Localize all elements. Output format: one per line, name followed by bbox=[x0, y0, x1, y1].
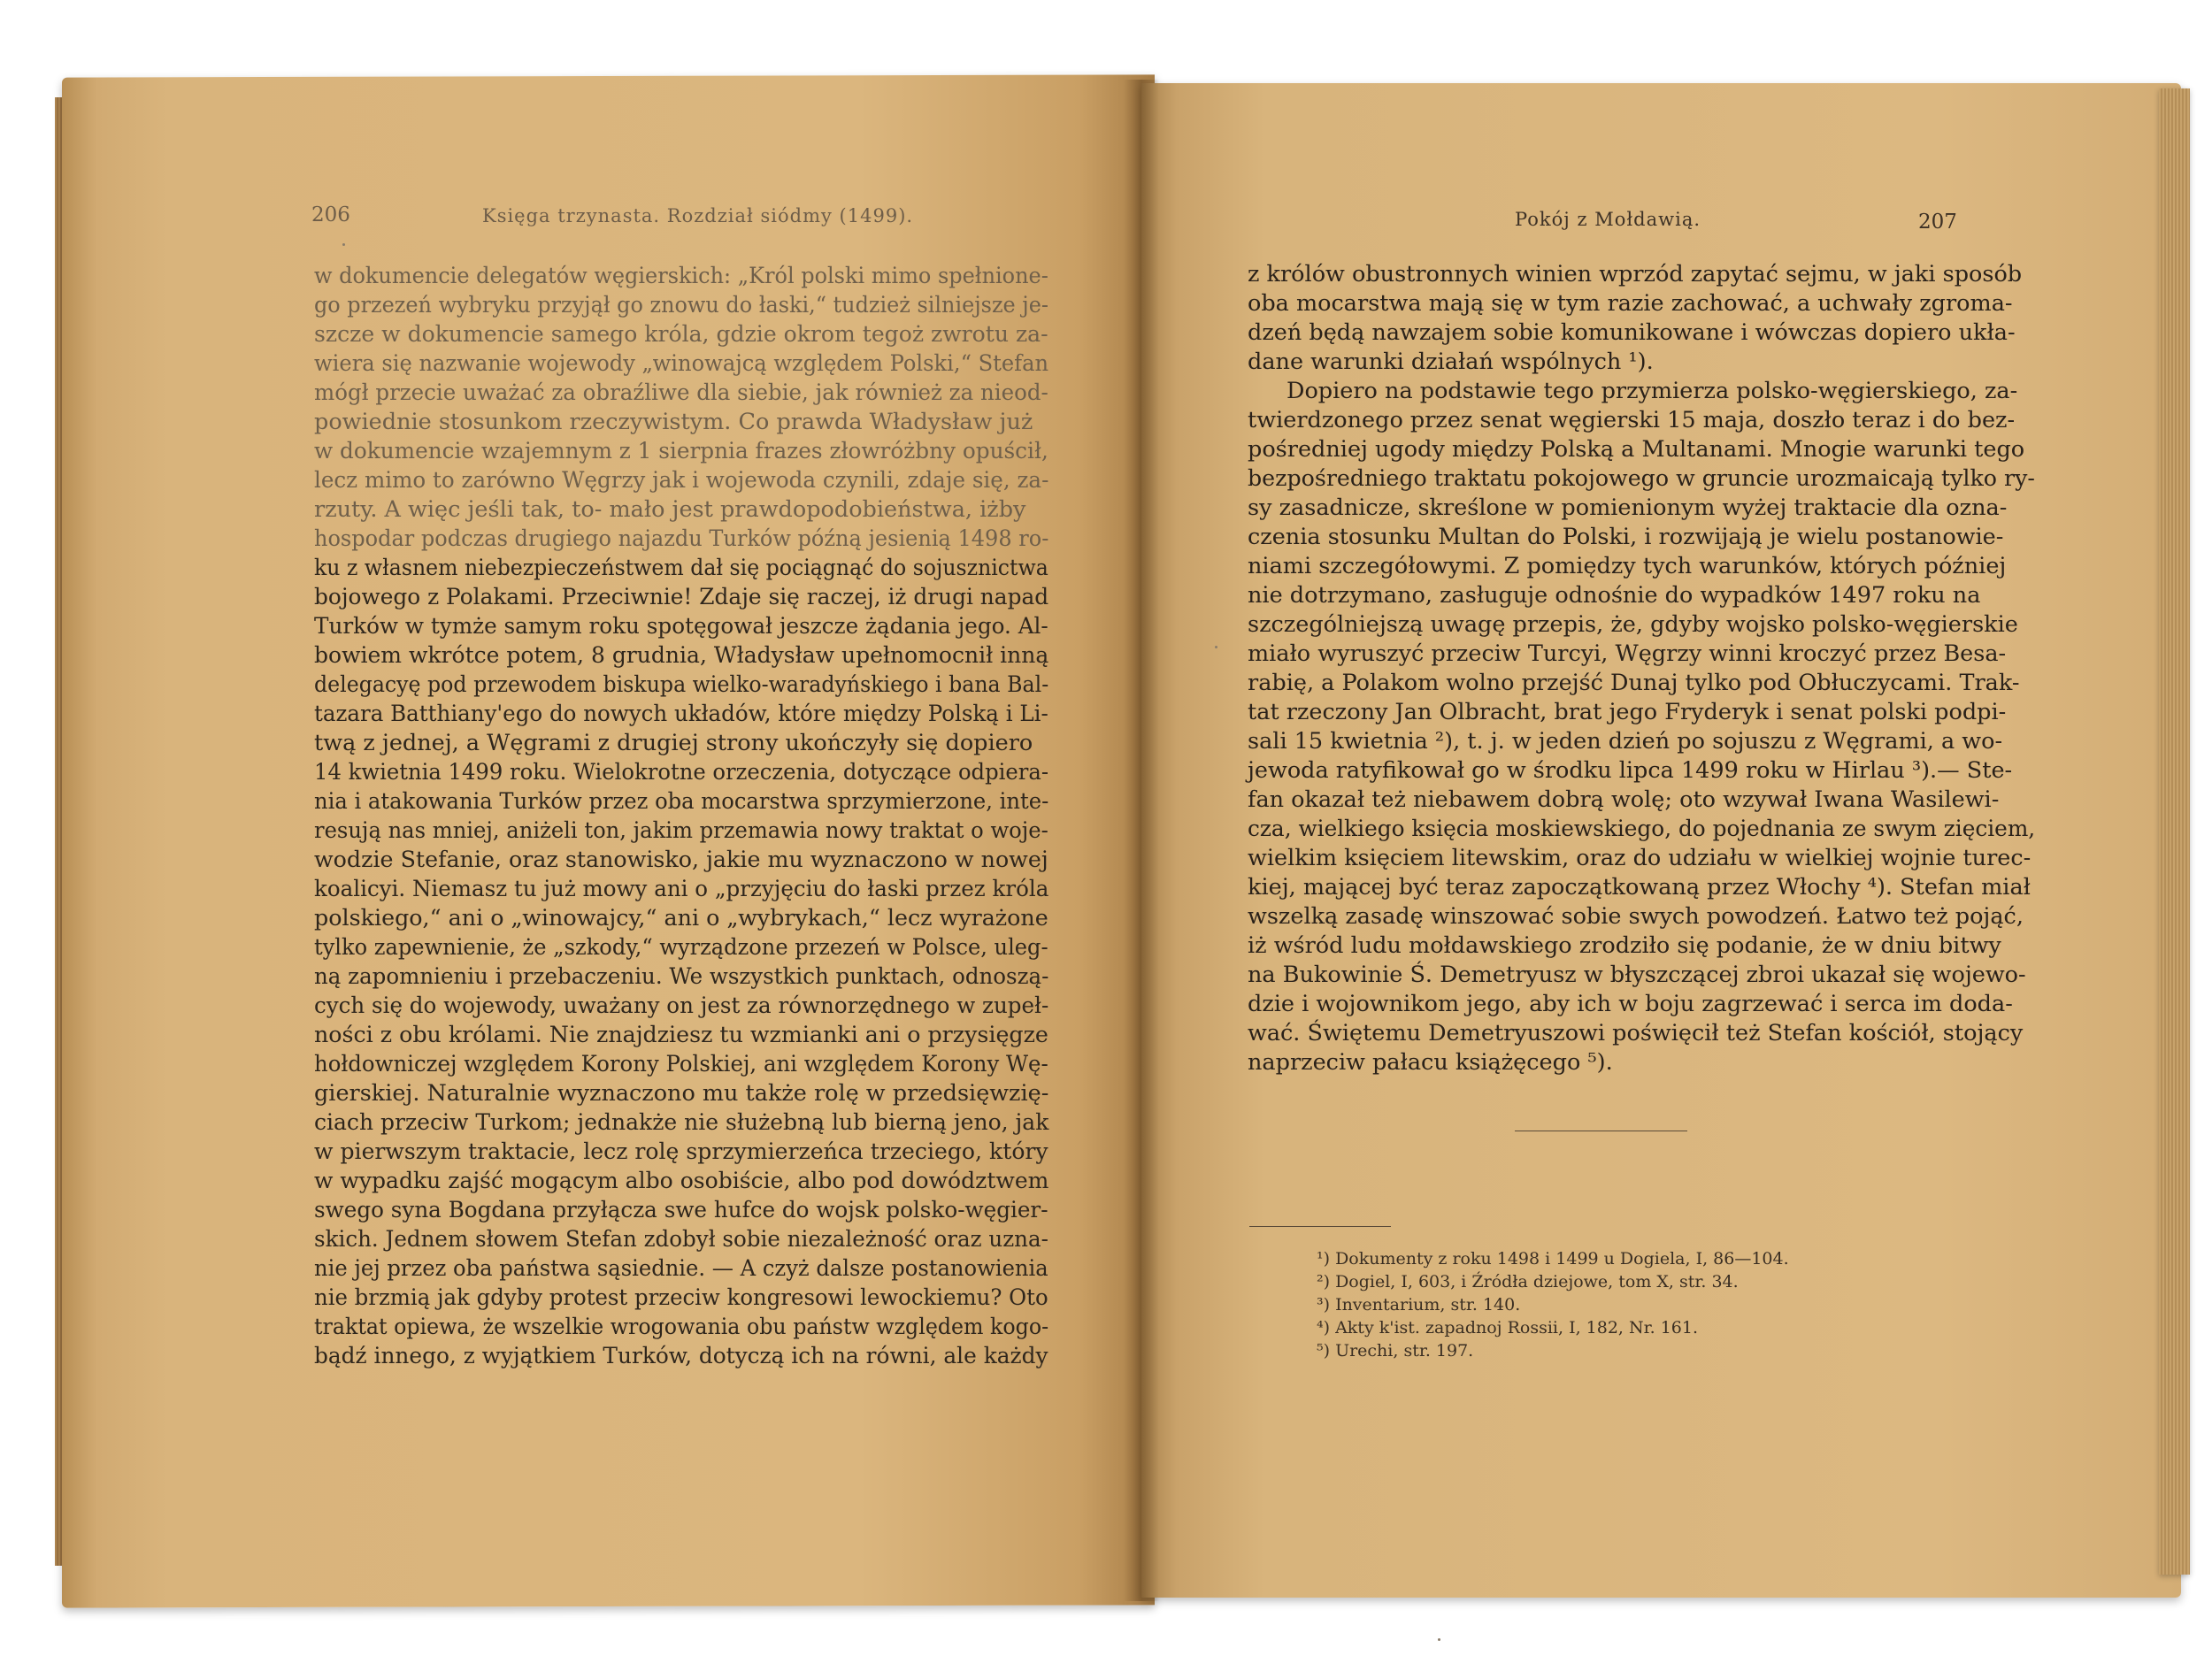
text-line: dzie i wojownikom jego, aby ich w boju zagrzewać i serca im doda- bbox=[1248, 991, 2013, 1017]
text-line: hołdowniczej względem Korony Polskiej, ani względem Korony Wę- bbox=[314, 1051, 1048, 1077]
text-line: iż wśród ludu mołdawskiego zrodziło się podanie, że w dniu bitwy bbox=[1248, 932, 2001, 959]
text-line: delegacyę pod przewodem biskupa wielko-waradyńskiego i bana Bal- bbox=[314, 671, 1049, 698]
text-line: bojowego z Polakami. Przeciwnie! Zdaje się raczej, iż drugi napad bbox=[314, 584, 1049, 610]
text-line: w wypadku zajść mogącym albo osobiście, albo pod dowództwem bbox=[314, 1168, 1049, 1194]
book-gutter bbox=[1124, 80, 1159, 1601]
text-line: nia i atakowania Turków przez oba mocarstwa sprzymierzone, inte- bbox=[314, 788, 1049, 815]
text-line: 14 kwietnia 1499 roku. Wielokrotne orzeczenia, dotyczące odpiera- bbox=[314, 759, 1049, 786]
text-line: koalicyi. Niemasz tu już mowy ani o „przyjęciu do łaski przez króla bbox=[314, 876, 1049, 902]
text-line: czenia stosunku Multan do Polski, i rozwijają je wielu postanowie- bbox=[1248, 524, 2004, 550]
text-line: nie dotrzymano, zasługuje odnośnie do wypadków 1497 roku na bbox=[1248, 582, 1981, 609]
text-line: bowiem wkrótce potem, 8 grudnia, Władysław upełnomocnił inną bbox=[314, 642, 1049, 669]
text-line: miało wyruszyć przeciw Turcyi, Węgrzy winni kroczyć przez Besa- bbox=[1248, 640, 2007, 667]
left-page-number: 206 bbox=[311, 203, 350, 226]
text-line: fan okazał też niebawem dobrą wolę; oto wzywał Iwana Wasilewi- bbox=[1248, 786, 2000, 813]
text-line: nie jej przez oba państwa sąsiednie. — A czyż dalsze postanowienia bbox=[314, 1255, 1048, 1282]
text-line: ności z obu królami. Nie znajdziesz tu wzmianki ani o przysięgze bbox=[314, 1022, 1048, 1048]
text-line: hospodar podczas drugiego najazdu Turków późną jesienią 1498 ro- bbox=[314, 525, 1049, 552]
text-line: cza, wielkiego księcia moskiewskiego, do pojednania ze swym zięciem, bbox=[1248, 816, 2036, 842]
text-line: polskiego,“ ani o „winowajcy,“ ani o „wybrykach,“ lecz wyrażone bbox=[314, 905, 1048, 931]
footnote-rule bbox=[1249, 1226, 1391, 1227]
text-line: powiednie stosunkom rzeczywistym. Co prawda Władysław już bbox=[314, 409, 1033, 435]
text-line: w dokumencie wzajemnym z 1 sierpnia frazes złowróżbny opuścił, bbox=[314, 438, 1048, 464]
right-page-number: 207 bbox=[1918, 211, 1957, 234]
text-line: traktat opiewa, że wszelkie wrogowania obu państw względem kogo- bbox=[314, 1314, 1049, 1340]
text-line: szczególniejszą uwagę przepis, że, gdyby wojsko polsko-węgierskie bbox=[1248, 611, 2018, 638]
footnote: ¹) Dokumenty z roku 1498 i 1499 u Dogiela, I, 86—104. bbox=[1317, 1249, 1789, 1269]
left-page-body bbox=[314, 262, 1048, 1371]
text-line: wać. Świętemu Demetryuszowi poświęcił też Stefan kościół, stojący bbox=[1248, 1020, 2024, 1046]
text-line: z królów obustronnych winien wprzód zapytać sejmu, w jaki sposób bbox=[1248, 261, 2023, 287]
footnote: ⁴) Akty k'ist. zapadnoj Rossii, I, 182, Nr. 161. bbox=[1317, 1318, 1698, 1338]
right-page-edges bbox=[2159, 88, 2190, 1575]
paper-speck bbox=[1215, 646, 1217, 648]
text-line: twą z jednej, a Węgrami z drugiej strony ukończyły się dopiero bbox=[314, 730, 1033, 756]
left-running-head: Księga trzynasta. Rozdział siódmy (1499). bbox=[482, 205, 914, 226]
text-line: twierdzonego przez senat węgierski 15 maja, doszło teraz i do bez- bbox=[1248, 407, 2016, 433]
paper-speck bbox=[1438, 1638, 1440, 1641]
text-line: dzeń będą nawzajem sobie komunikowane i wówczas dopiero ukła- bbox=[1248, 319, 2016, 346]
text-line: rzuty. A więc jeśli tak, to- mało jest prawdopodobieństwa, iżby bbox=[314, 496, 1026, 523]
text-line: szcze w dokumencie samego króla, gdzie okrom tegoż zwrotu za- bbox=[314, 321, 1048, 348]
text-line: tazara Batthiany'ego do nowych układów, które między Polską i Li- bbox=[314, 701, 1048, 727]
text-line: Turków w tymże samym roku spotęgował jeszcze żądania jego. Al- bbox=[314, 613, 1048, 640]
text-line: bądź innego, z wyjątkiem Turków, dotyczą ich na równi, ale każdy bbox=[314, 1343, 1048, 1369]
text-line: cych się do wojewody, uważany on jest za równorzędnego w zupeł- bbox=[314, 993, 1049, 1019]
text-line: kiej, mającej być teraz zapoczątkowaną przez Włochy ⁴). Stefan miał bbox=[1248, 874, 2031, 901]
text-line: sali 15 kwietnia ²), t. j. w jeden dzień po sojuszu z Węgrami, a wo- bbox=[1248, 728, 2003, 755]
text-line: ną zapomnieniu i przebaczeniu. We wszystkich punktach, odnoszą- bbox=[314, 963, 1049, 990]
text-line: gierskiej. Naturalnie wyznaczono mu także rolę w przedsięwzię- bbox=[314, 1080, 1049, 1107]
text-line: lecz mimo to zarówno Węgrzy jak i wojewoda czynili, zdaje się, za- bbox=[314, 467, 1049, 494]
text-line: skich. Jednem słowem Stefan zdobył sobie niezależność oraz uzna- bbox=[314, 1226, 1048, 1253]
text-line: dane warunki działań wspólnych ¹). bbox=[1248, 349, 1654, 375]
text-line: oba mocarstwa mają się w tym razie zachować, a uchwały zgroma- bbox=[1248, 290, 2013, 317]
text-line: resują nas mniej, aniżeli ton, jakim przemawia nowy traktat o woje- bbox=[314, 817, 1048, 844]
text-line: wszelką zasadę winszować sobie swych powodzeń. Łatwo też pojąć, bbox=[1248, 903, 2024, 930]
footnote: ³) Inventarium, str. 140. bbox=[1317, 1295, 1521, 1315]
text-line: swego syna Bogdana przyłącza swe hufce do wojsk polsko-węgier- bbox=[314, 1197, 1048, 1223]
text-line: w pierwszym traktacie, lecz rolę sprzymierzeńca trzeciego, który bbox=[314, 1138, 1048, 1165]
text-line: nie brzmią jak gdyby protest przeciw kongresowi lewockiemu? Oto bbox=[314, 1284, 1048, 1311]
text-line: rabię, a Polakom wolno przejść Dunaj tylko pod Obłuczycami. Trak- bbox=[1248, 670, 2020, 696]
text-line: pośredniej ugody między Polską a Multanami. Mnogie warunki tego bbox=[1248, 436, 2025, 463]
text-line: naprzeciw pałacu książęcego ⁵). bbox=[1248, 1049, 1613, 1076]
text-line: ku z własnem niebezpieczeństwem dał się pociągnąć do sojusznictwa bbox=[314, 555, 1048, 581]
footnote: ⁵) Urechi, str. 197. bbox=[1317, 1341, 1474, 1361]
text-line: w dokumencie delegatów węgierskich: „Król polski mimo spełnione- bbox=[314, 263, 1048, 289]
text-line: bezpośredniego traktatu pokojowego w gruncie urozmaicają tylko ry- bbox=[1248, 465, 2035, 492]
right-running-head: Pokój z Mołdawią. bbox=[1515, 209, 1701, 230]
text-line: mógł przecie uważać za obraźliwe dla siebie, jak również za nieod- bbox=[314, 379, 1048, 406]
text-line: sy zasadnicze, skreślone w pomienionym wyżej traktacie dla ozna- bbox=[1248, 494, 2008, 521]
right-page-body bbox=[1248, 260, 2035, 1077]
text-line: jewoda ratyfikował go w środku lipca 1499 roku w Hirlau ³).— Ste- bbox=[1248, 757, 2013, 784]
text-line: ciach przeciw Turkom; jednakże nie służebną lub bierną jeno, jak bbox=[314, 1109, 1049, 1136]
text-line: niami szczegółowymi. Z pomiędzy tych warunków, których później bbox=[1248, 553, 2007, 579]
text-line: Dopiero na podstawie tego przymierza polsko-węgierskiego, za- bbox=[1286, 378, 2018, 404]
text-line: tat rzeczony Jan Olbracht, brat jego Fryderyk i senat polski podpi- bbox=[1248, 699, 2007, 725]
paper-speck bbox=[342, 243, 345, 246]
text-line: na Bukowinie Ś. Demetryusz w błyszczącej zbroi ukazał się wojewo- bbox=[1248, 962, 2026, 988]
text-line: wiera się nazwanie wojewody „winowajcą względem Polski,“ Stefan bbox=[314, 350, 1049, 377]
text-line: tylko zapewnienie, że „szkody,“ wyrządzone przezeń w Polsce, uleg- bbox=[314, 934, 1048, 961]
footnote: ²) Dogiel, I, 603, i Źródła dziejowe, tom X, str. 34. bbox=[1317, 1272, 1739, 1292]
text-line: go przezeń wybryku przyjął go znowu do łaski,“ tudzież silniejsze je- bbox=[314, 292, 1048, 318]
footnotes bbox=[1317, 1247, 1936, 1362]
text-line: wodzie Stefanie, oraz stanowisko, jakie mu wyznaczono w nowej bbox=[314, 847, 1048, 873]
text-line: wielkim księciem litewskim, oraz do udziału w wielkiej wojnie turec- bbox=[1248, 845, 2032, 871]
